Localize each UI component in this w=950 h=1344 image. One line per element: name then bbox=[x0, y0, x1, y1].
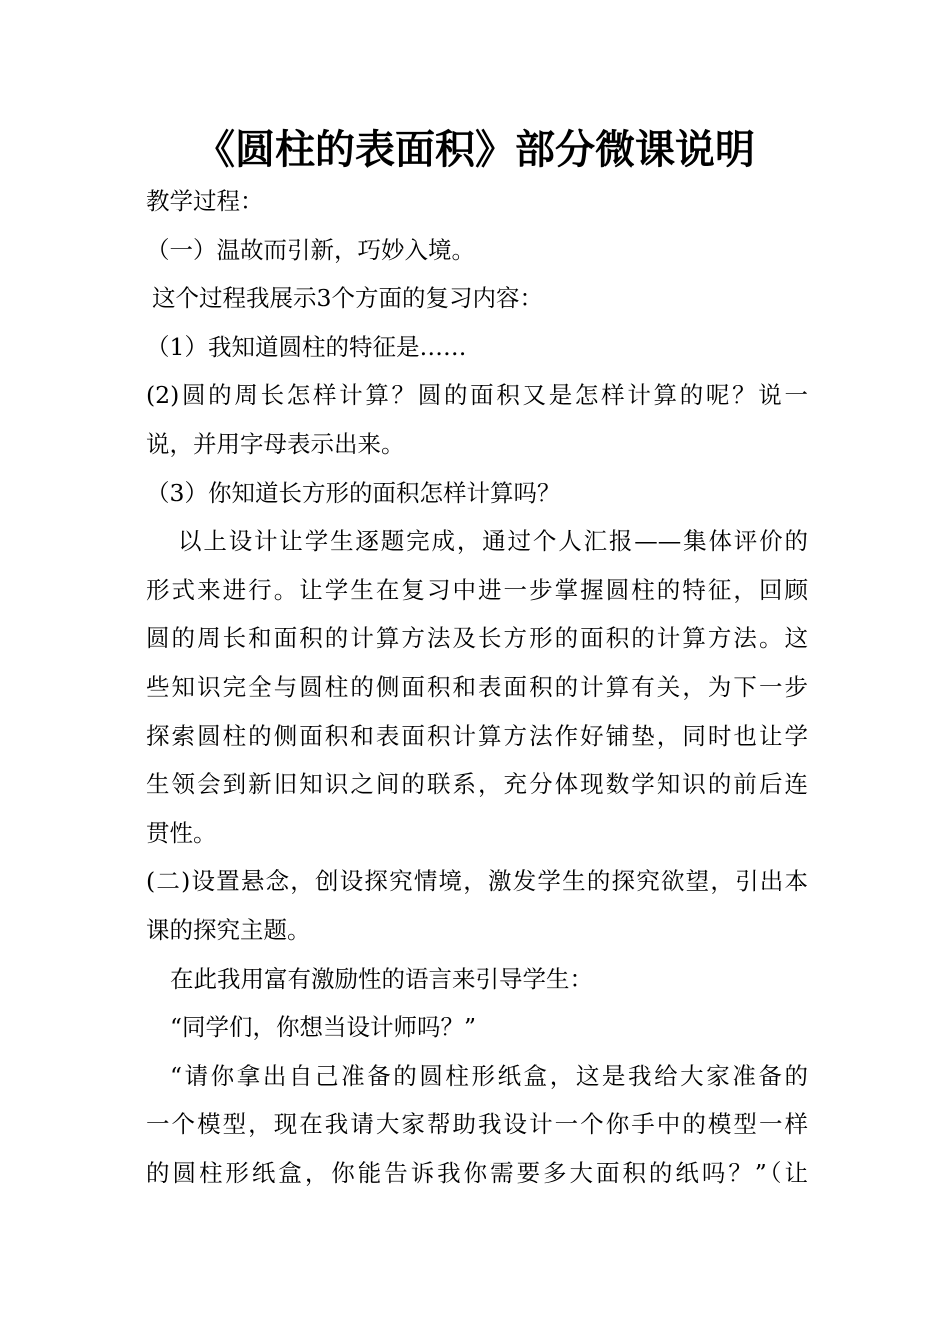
document-body bbox=[146, 177, 808, 1197]
paragraph-line: (二)设置悬念，创设探究情境，激发学生的探究欲望，引出本 bbox=[146, 867, 808, 896]
paragraph-line: (2)圆的周长怎样计算？圆的面积又是怎样计算的呢？说一 bbox=[146, 381, 808, 410]
paragraph-line: 教学过程： bbox=[146, 187, 264, 215]
paragraph-line: “请你拿出自己准备的圆柱形纸盒，这是我给大家准备的 bbox=[170, 1061, 808, 1090]
document-title: 《圆柱的表面积》部分微课说明 bbox=[195, 126, 755, 173]
paragraph-line: 一个模型，现在我请大家帮助我设计一个你手中的模型一样 bbox=[146, 1110, 808, 1139]
paragraph-line: 以上设计让学生逐题完成，通过个人汇报——集体评价的 bbox=[178, 527, 808, 556]
paragraph-line: 些知识完全与圆柱的侧面积和表面积的计算有关，为下一步 bbox=[146, 672, 808, 701]
paragraph-line: 在此我用富有激励性的语言来引导学生： bbox=[170, 964, 593, 993]
paragraph-line: 贯性。 bbox=[146, 818, 217, 847]
paragraph-line: “同学们，你想当设计师吗？” bbox=[170, 1013, 477, 1042]
paragraph-line: （一）温故而引新，巧妙入境。 bbox=[146, 235, 475, 264]
paragraph-line: （1）我知道圆柱的特征是…… bbox=[146, 332, 467, 361]
paragraph-line: 这个过程我展示3个方面的复习内容： bbox=[152, 284, 543, 313]
paragraph-line: 圆的周长和面积的计算方法及长方形的面积的计算方法。这 bbox=[146, 624, 808, 653]
paragraph-line: 说，并用字母表示出来。 bbox=[146, 429, 405, 458]
paragraph-line: 形式来进行。让学生在复习中进一步掌握圆柱的特征，回顾 bbox=[146, 575, 808, 604]
paragraph-line: （3）你知道长方形的面积怎样计算吗？ bbox=[146, 478, 561, 507]
paragraph-line: 生领会到新旧知识之间的联系，充分体现数学知识的前后连 bbox=[146, 770, 808, 799]
paragraph-line: 课的探究主题。 bbox=[146, 915, 311, 944]
paragraph-line: 的圆柱形纸盒，你能告诉我你需要多大面积的纸吗？”（让 bbox=[146, 1158, 808, 1187]
paragraph-line: 探索圆柱的侧面积和表面积计算方法作好铺垫，同时也让学 bbox=[146, 721, 808, 750]
